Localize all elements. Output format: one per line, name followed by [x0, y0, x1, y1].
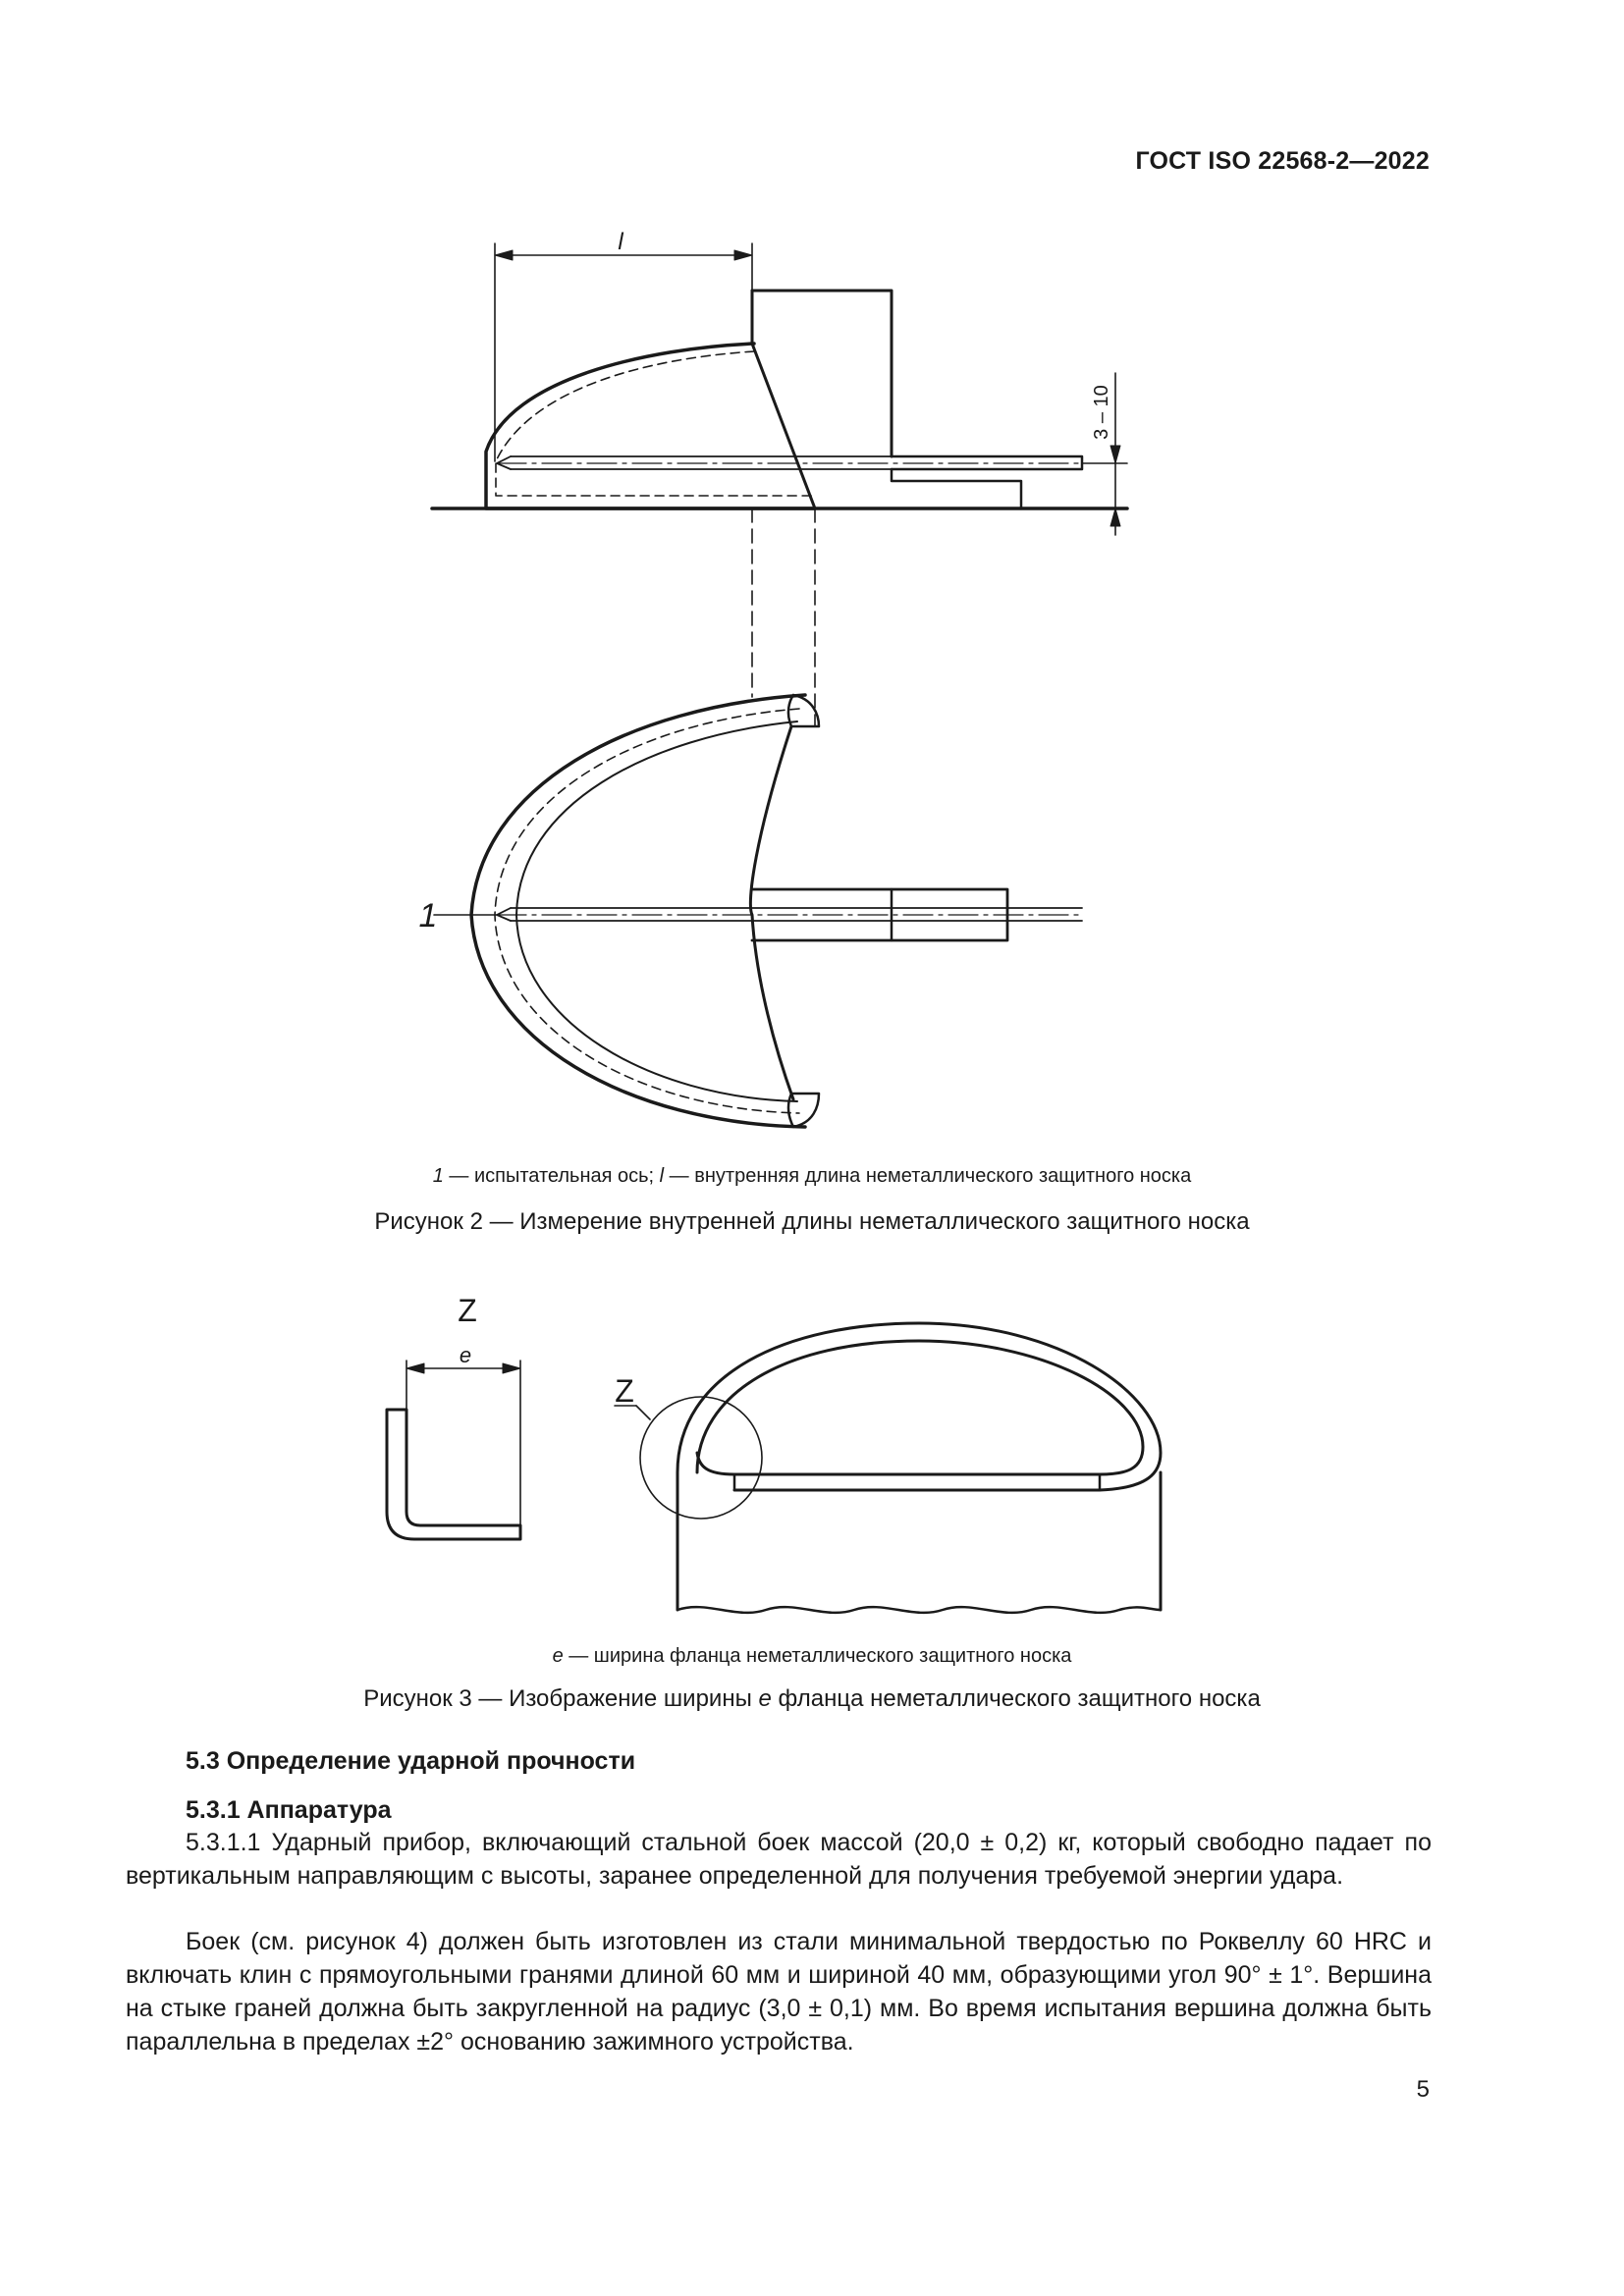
caption-3-part-2: фланца неметаллического защитного носка	[771, 1685, 1261, 1712]
caption-3-symbol-e: e	[758, 1685, 772, 1712]
toecap-3d-outer	[677, 1323, 1161, 1610]
clamp-step	[892, 469, 1021, 508]
detail-circle-z	[640, 1397, 762, 1519]
figure-3-caption	[0, 1685, 1624, 1713]
figure-2-caption: Рисунок 2 — Измерение внутренней длины неметаллического защитного носка	[374, 1208, 1250, 1235]
toecap-3d-inner	[697, 1341, 1143, 1474]
legend-symbol-e: e	[552, 1645, 564, 1667]
toecap-side-outline	[486, 344, 815, 508]
toecap-wavy-cut	[677, 1607, 1161, 1613]
label-z-top: Z	[458, 1293, 477, 1328]
paragraph-5-3-1-1: 5.3.1.1 Ударный прибор, включающий стальной боек массой (20,0 ± 0,2) кг, который свободно падает по вертикальным направляющим с высоты, заранее определенной для получения требуемой энергии удара.	[126, 1829, 1432, 1890]
toecap-plan-outer	[471, 695, 805, 1127]
toecap-plan-inner	[516, 721, 797, 1101]
toecap-plan-dashed	[495, 709, 799, 1113]
flange-detail-profile	[387, 1410, 520, 1539]
page-number: 5	[1416, 2076, 1430, 2103]
legend-text-e: — ширина фланца неметаллического защитного носка	[563, 1645, 1072, 1667]
label-z-side: Z	[615, 1373, 634, 1409]
figure-3-legend	[0, 1645, 1624, 1668]
heading-5-3: 5.3 Определение ударной прочности	[186, 1747, 636, 1775]
dimension-l-arrow-left	[495, 250, 513, 260]
legend-symbol-1: 1	[432, 1165, 444, 1187]
clamp-block	[752, 291, 892, 456]
figure-3-drawing	[0, 1276, 1624, 1639]
paragraph-striker: Боек (см. рисунок 4) должен быть изготовлен из стали минимальной твердостью по Роквеллу 60 HRC и включать клин с прямоугольными гранями длиной 60 мм и шириной 40 мм, образующими угол 90° ± 1°. Вершина на стыке граней должна быть закругленной на радиус (3,0 ± 0,1) мм. Во время испытания вершина должна быть параллельна в пределах ±2° основанию зажимного устройства.	[126, 1928, 1432, 2056]
dimension-l-arrow-right	[734, 250, 752, 260]
toecap-side-inner-dashed	[496, 351, 815, 496]
document-code: ГОСТ ISO 22568-2—2022	[1135, 147, 1430, 175]
figure-2-legend	[0, 1165, 1624, 1188]
detail-z-leader-tail	[636, 1406, 650, 1419]
dimension-e-arrow-right	[503, 1363, 520, 1373]
label-e: e	[459, 1343, 472, 1367]
legend-text-1: — испытательная ось;	[443, 1165, 660, 1187]
legend-text-2: — внутренняя длина неметаллического защитного носка	[664, 1165, 1192, 1187]
wedge-line	[752, 344, 815, 508]
dimension-range-arrow-bottom	[1110, 508, 1120, 526]
caption-3-part-1: Рисунок 3 — Изображение ширины	[363, 1685, 759, 1712]
label-range: 3 – 10	[1091, 385, 1112, 440]
heading-5-3-1: 5.3.1 Аппаратура	[186, 1796, 392, 1824]
legend-symbol-l: l	[659, 1165, 665, 1187]
label-l: l	[618, 229, 623, 255]
label-axis-1: 1	[418, 897, 438, 934]
dimension-e-arrow-left	[406, 1363, 424, 1373]
dimension-range-arrow-top	[1110, 446, 1120, 463]
plan-wedge-curve	[750, 726, 793, 1099]
